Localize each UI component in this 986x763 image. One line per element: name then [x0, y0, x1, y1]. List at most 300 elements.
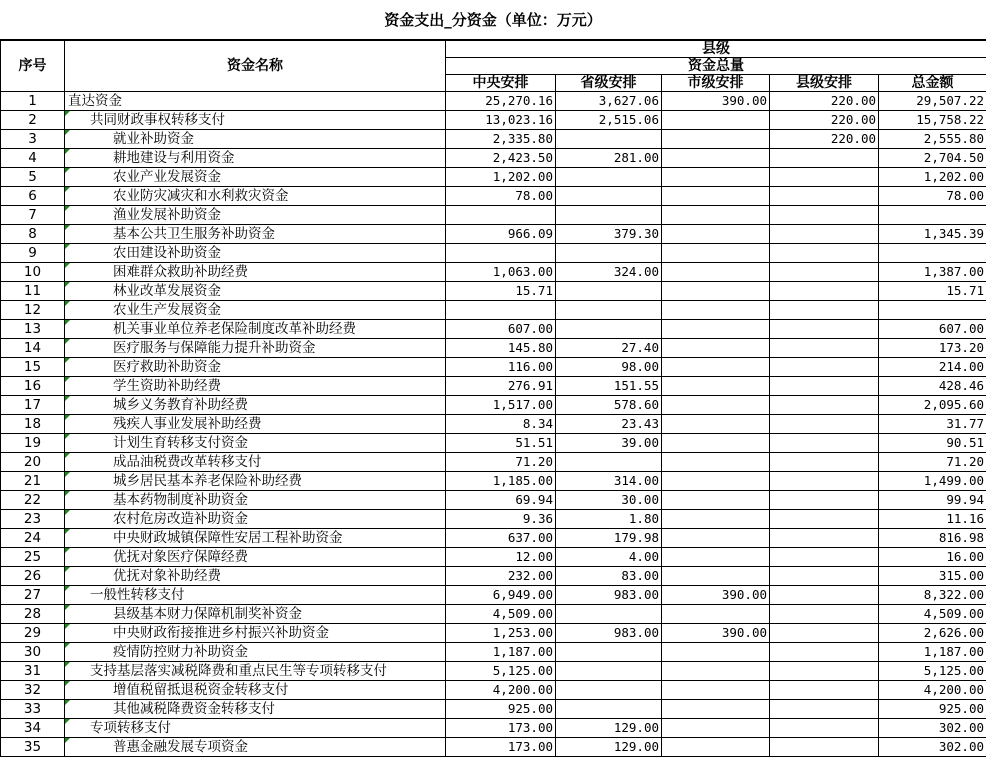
row-name[interactable]	[65, 529, 446, 548]
cell-total[interactable]: 1,387.00	[879, 263, 986, 282]
row-name[interactable]	[65, 358, 446, 377]
cell-provincial[interactable]: 2,515.06	[556, 111, 662, 130]
cell-county[interactable]	[770, 529, 879, 548]
cell-municipal[interactable]: 390.00	[662, 586, 770, 605]
table-row[interactable]	[1, 643, 986, 662]
cell-provincial[interactable]	[556, 643, 662, 662]
row-name[interactable]	[65, 700, 446, 719]
row-name[interactable]	[65, 567, 446, 586]
table-row[interactable]	[1, 491, 986, 510]
cell-municipal[interactable]	[662, 263, 770, 282]
table-row[interactable]	[1, 529, 986, 548]
cell-county[interactable]: 220.00	[770, 92, 879, 111]
table-row[interactable]	[1, 168, 986, 187]
cell-total[interactable]: 15.71	[879, 282, 986, 301]
error-indicator-icon	[65, 453, 70, 458]
cell-municipal[interactable]	[662, 434, 770, 453]
cell-county[interactable]	[770, 700, 879, 719]
cell-total[interactable]: 16.00	[879, 548, 986, 567]
row-seq[interactable]: 7	[1, 206, 65, 225]
cell-municipal[interactable]	[662, 415, 770, 434]
row-name[interactable]	[65, 130, 446, 149]
table-row[interactable]	[1, 396, 986, 415]
row-name[interactable]	[65, 472, 446, 491]
row-name[interactable]	[65, 111, 446, 130]
cell-municipal[interactable]	[662, 472, 770, 491]
table-row[interactable]	[1, 187, 986, 206]
cell-total[interactable]: 71.20	[879, 453, 986, 472]
cell-total[interactable]	[879, 301, 986, 320]
cell-provincial[interactable]: 129.00	[556, 738, 662, 757]
row-seq[interactable]: 12	[1, 301, 65, 320]
error-indicator-icon	[65, 396, 70, 401]
row-name-text: 计划生育转移支付资金	[113, 435, 248, 451]
cell-total[interactable]: 2,095.60	[879, 396, 986, 415]
error-indicator-icon	[65, 320, 70, 325]
row-seq[interactable]: 1	[1, 92, 65, 111]
table-row[interactable]	[1, 130, 986, 149]
cell-total[interactable]: 78.00	[879, 187, 986, 206]
row-seq[interactable]: 17	[1, 396, 65, 415]
cell-municipal[interactable]	[662, 149, 770, 168]
cell-county[interactable]	[770, 510, 879, 529]
cell-provincial[interactable]: 281.00	[556, 149, 662, 168]
cell-provincial[interactable]: 30.00	[556, 491, 662, 510]
cell-county[interactable]	[770, 339, 879, 358]
row-name[interactable]	[65, 491, 446, 510]
cell-provincial[interactable]: 983.00	[556, 624, 662, 643]
row-seq[interactable]: 33	[1, 700, 65, 719]
cell-provincial[interactable]: 129.00	[556, 719, 662, 738]
cell-total[interactable]: 90.51	[879, 434, 986, 453]
table-row[interactable]	[1, 548, 986, 567]
cell-county[interactable]	[770, 472, 879, 491]
cell-total[interactable]: 302.00	[879, 719, 986, 738]
cell-provincial[interactable]	[556, 605, 662, 624]
row-name-text: 优抚对象补助经费	[113, 568, 221, 584]
row-name-text: 农村危房改造补助资金	[113, 511, 248, 527]
table-row[interactable]	[1, 339, 986, 358]
row-seq[interactable]: 8	[1, 225, 65, 244]
row-seq[interactable]: 34	[1, 719, 65, 738]
cell-municipal[interactable]	[662, 130, 770, 149]
cell-central[interactable]: 1,187.00	[446, 643, 556, 662]
row-seq[interactable]: 6	[1, 187, 65, 206]
table-row[interactable]	[1, 358, 986, 377]
cell-central[interactable]	[446, 206, 556, 225]
cell-total[interactable]: 1,187.00	[879, 643, 986, 662]
cell-county[interactable]	[770, 548, 879, 567]
header-total: 总金额	[879, 75, 986, 92]
cell-municipal[interactable]	[662, 529, 770, 548]
table-row[interactable]	[1, 738, 986, 757]
cell-county[interactable]	[770, 377, 879, 396]
cell-central[interactable]: 966.09	[446, 225, 556, 244]
table-row[interactable]	[1, 320, 986, 339]
error-indicator-icon	[65, 548, 70, 553]
cell-municipal[interactable]	[662, 320, 770, 339]
cell-county[interactable]	[770, 681, 879, 700]
cell-county[interactable]	[770, 149, 879, 168]
cell-total[interactable]: 29,507.22	[879, 92, 986, 111]
cell-county[interactable]	[770, 453, 879, 472]
row-seq[interactable]: 9	[1, 244, 65, 263]
error-indicator-icon	[65, 491, 70, 496]
cell-provincial[interactable]	[556, 282, 662, 301]
cell-municipal[interactable]: 390.00	[662, 92, 770, 111]
cell-central[interactable]	[446, 244, 556, 263]
cell-central[interactable]: 145.80	[446, 339, 556, 358]
cell-provincial[interactable]: 3,627.06	[556, 92, 662, 111]
row-name-text: 学生资助补助经费	[113, 378, 221, 394]
cell-total[interactable]: 925.00	[879, 700, 986, 719]
row-seq[interactable]: 22	[1, 491, 65, 510]
row-name[interactable]	[65, 624, 446, 643]
cell-central[interactable]: 607.00	[446, 320, 556, 339]
row-name[interactable]	[65, 301, 446, 320]
cell-total[interactable]: 11.16	[879, 510, 986, 529]
cell-central[interactable]: 13,023.16	[446, 111, 556, 130]
table-row[interactable]	[1, 282, 986, 301]
cell-county[interactable]	[770, 263, 879, 282]
cell-provincial[interactable]: 23.43	[556, 415, 662, 434]
table-row[interactable]	[1, 605, 986, 624]
table-row[interactable]	[1, 301, 986, 320]
row-seq[interactable]: 32	[1, 681, 65, 700]
cell-municipal[interactable]	[662, 643, 770, 662]
table-row[interactable]	[1, 453, 986, 472]
cell-total[interactable]: 2,555.80	[879, 130, 986, 149]
cell-provincial[interactable]: 27.40	[556, 339, 662, 358]
table-row[interactable]	[1, 434, 986, 453]
cell-county[interactable]	[770, 244, 879, 263]
cell-central[interactable]: 232.00	[446, 567, 556, 586]
row-name[interactable]	[65, 738, 446, 757]
table-row[interactable]	[1, 472, 986, 491]
cell-county[interactable]	[770, 662, 879, 681]
row-name-text: 共同财政事权转移支付	[90, 112, 225, 128]
table-row[interactable]	[1, 700, 986, 719]
cell-county[interactable]	[770, 282, 879, 301]
cell-municipal[interactable]	[662, 510, 770, 529]
cell-central[interactable]: 2,423.50	[446, 149, 556, 168]
table-row[interactable]	[1, 377, 986, 396]
cell-county[interactable]: 220.00	[770, 130, 879, 149]
cell-municipal[interactable]	[662, 605, 770, 624]
row-seq[interactable]: 26	[1, 567, 65, 586]
table-row[interactable]	[1, 719, 986, 738]
cell-county[interactable]	[770, 168, 879, 187]
cell-central[interactable]: 51.51	[446, 434, 556, 453]
row-name-text: 困难群众救助补助经费	[113, 264, 248, 280]
cell-provincial[interactable]: 983.00	[556, 586, 662, 605]
cell-central[interactable]: 12.00	[446, 548, 556, 567]
table-row[interactable]	[1, 567, 986, 586]
cell-municipal[interactable]	[662, 244, 770, 263]
cell-central[interactable]: 8.34	[446, 415, 556, 434]
row-seq[interactable]: 16	[1, 377, 65, 396]
cell-county[interactable]	[770, 643, 879, 662]
row-seq[interactable]: 19	[1, 434, 65, 453]
cell-county[interactable]	[770, 301, 879, 320]
cell-total[interactable]: 816.98	[879, 529, 986, 548]
cell-total[interactable]: 4,509.00	[879, 605, 986, 624]
cell-provincial[interactable]: 98.00	[556, 358, 662, 377]
row-name[interactable]	[65, 339, 446, 358]
cell-provincial[interactable]	[556, 453, 662, 472]
row-seq[interactable]: 27	[1, 586, 65, 605]
row-name[interactable]	[65, 187, 446, 206]
row-name-text: 一般性转移支付	[90, 587, 185, 603]
cell-provincial[interactable]	[556, 662, 662, 681]
row-seq[interactable]: 31	[1, 662, 65, 681]
cell-total[interactable]: 1,202.00	[879, 168, 986, 187]
cell-county[interactable]	[770, 396, 879, 415]
cell-municipal[interactable]	[662, 377, 770, 396]
cell-county[interactable]	[770, 358, 879, 377]
row-name-text: 专项转移支付	[90, 720, 171, 736]
cell-central[interactable]: 9.36	[446, 510, 556, 529]
cell-municipal[interactable]	[662, 358, 770, 377]
table-row[interactable]	[1, 206, 986, 225]
cell-central[interactable]: 116.00	[446, 358, 556, 377]
row-name[interactable]	[65, 377, 446, 396]
cell-county[interactable]	[770, 491, 879, 510]
row-name[interactable]	[65, 605, 446, 624]
row-seq[interactable]: 29	[1, 624, 65, 643]
row-seq[interactable]: 35	[1, 738, 65, 757]
table-row[interactable]	[1, 415, 986, 434]
cell-central[interactable]: 925.00	[446, 700, 556, 719]
cell-total[interactable]: 173.20	[879, 339, 986, 358]
cell-provincial[interactable]	[556, 700, 662, 719]
cell-central[interactable]: 173.00	[446, 719, 556, 738]
cell-total[interactable]: 302.00	[879, 738, 986, 757]
row-seq[interactable]: 25	[1, 548, 65, 567]
row-seq[interactable]: 3	[1, 130, 65, 149]
cell-central[interactable]: 25,270.16	[446, 92, 556, 111]
row-seq[interactable]: 15	[1, 358, 65, 377]
table-row[interactable]	[1, 244, 986, 263]
table-row[interactable]	[1, 92, 986, 111]
cell-municipal[interactable]	[662, 719, 770, 738]
cell-provincial[interactable]: 1.80	[556, 510, 662, 529]
cell-county[interactable]	[770, 624, 879, 643]
cell-county[interactable]	[770, 434, 879, 453]
cell-total[interactable]: 1,345.39	[879, 225, 986, 244]
cell-county[interactable]	[770, 719, 879, 738]
cell-county[interactable]	[770, 187, 879, 206]
row-name[interactable]	[65, 282, 446, 301]
cell-municipal[interactable]	[662, 339, 770, 358]
error-indicator-icon	[65, 282, 70, 287]
row-name[interactable]	[65, 719, 446, 738]
cell-county[interactable]	[770, 206, 879, 225]
cell-municipal[interactable]	[662, 206, 770, 225]
row-seq[interactable]: 4	[1, 149, 65, 168]
row-name[interactable]	[65, 168, 446, 187]
row-seq[interactable]: 2	[1, 111, 65, 130]
cell-municipal[interactable]	[662, 738, 770, 757]
cell-provincial[interactable]	[556, 681, 662, 700]
cell-central[interactable]: 2,335.80	[446, 130, 556, 149]
cell-municipal[interactable]	[662, 301, 770, 320]
cell-provincial[interactable]	[556, 320, 662, 339]
cell-municipal[interactable]	[662, 567, 770, 586]
row-name[interactable]	[65, 263, 446, 282]
row-seq[interactable]: 18	[1, 415, 65, 434]
row-name[interactable]	[65, 453, 446, 472]
cell-central[interactable]: 1,202.00	[446, 168, 556, 187]
row-name[interactable]	[65, 244, 446, 263]
cell-total[interactable]: 315.00	[879, 567, 986, 586]
error-indicator-icon	[65, 339, 70, 344]
cell-central[interactable]: 276.91	[446, 377, 556, 396]
cell-central[interactable]: 173.00	[446, 738, 556, 757]
cell-provincial[interactable]: 324.00	[556, 263, 662, 282]
cell-municipal[interactable]	[662, 396, 770, 415]
cell-provincial[interactable]: 4.00	[556, 548, 662, 567]
row-seq[interactable]: 24	[1, 529, 65, 548]
header-seq: 序号	[1, 41, 65, 92]
cell-central[interactable]: 71.20	[446, 453, 556, 472]
cell-county[interactable]	[770, 415, 879, 434]
row-seq[interactable]: 11	[1, 282, 65, 301]
cell-central[interactable]: 1,517.00	[446, 396, 556, 415]
row-name[interactable]	[65, 396, 446, 415]
row-seq[interactable]: 5	[1, 168, 65, 187]
cell-central[interactable]: 1,253.00	[446, 624, 556, 643]
cell-central[interactable]: 69.94	[446, 491, 556, 510]
row-name[interactable]	[65, 681, 446, 700]
cell-provincial[interactable]: 83.00	[556, 567, 662, 586]
cell-total[interactable]: 2,626.00	[879, 624, 986, 643]
cell-municipal[interactable]	[662, 282, 770, 301]
cell-municipal[interactable]: 390.00	[662, 624, 770, 643]
cell-provincial[interactable]	[556, 206, 662, 225]
row-name[interactable]	[65, 225, 446, 244]
cell-total[interactable]	[879, 244, 986, 263]
cell-central[interactable]: 5,125.00	[446, 662, 556, 681]
cell-provincial[interactable]: 578.60	[556, 396, 662, 415]
cell-provincial[interactable]: 39.00	[556, 434, 662, 453]
cell-central[interactable]: 1,063.00	[446, 263, 556, 282]
cell-total[interactable]: 2,704.50	[879, 149, 986, 168]
cell-municipal[interactable]	[662, 111, 770, 130]
row-name[interactable]	[65, 643, 446, 662]
row-name[interactable]	[65, 320, 446, 339]
cell-central[interactable]: 6,949.00	[446, 586, 556, 605]
cell-provincial[interactable]: 179.98	[556, 529, 662, 548]
row-name[interactable]	[65, 206, 446, 225]
row-seq[interactable]: 23	[1, 510, 65, 529]
cell-total[interactable]: 428.46	[879, 377, 986, 396]
table-row[interactable]	[1, 225, 986, 244]
row-seq[interactable]: 14	[1, 339, 65, 358]
row-seq[interactable]: 13	[1, 320, 65, 339]
cell-total[interactable]: 4,200.00	[879, 681, 986, 700]
cell-municipal[interactable]	[662, 700, 770, 719]
table-row[interactable]	[1, 586, 986, 605]
row-seq[interactable]: 20	[1, 453, 65, 472]
row-name[interactable]	[65, 415, 446, 434]
row-seq[interactable]: 10	[1, 263, 65, 282]
table-row[interactable]	[1, 263, 986, 282]
header-municipal: 市级安排	[662, 75, 770, 92]
cell-provincial[interactable]: 379.30	[556, 225, 662, 244]
cell-total[interactable]: 607.00	[879, 320, 986, 339]
table-row[interactable]	[1, 510, 986, 529]
cell-municipal[interactable]	[662, 453, 770, 472]
cell-total[interactable]: 5,125.00	[879, 662, 986, 681]
cell-total[interactable]: 214.00	[879, 358, 986, 377]
cell-county[interactable]	[770, 738, 879, 757]
cell-provincial[interactable]: 151.55	[556, 377, 662, 396]
cell-county[interactable]	[770, 586, 879, 605]
error-indicator-icon	[65, 719, 70, 724]
cell-municipal[interactable]	[662, 225, 770, 244]
row-seq[interactable]: 30	[1, 643, 65, 662]
cell-county[interactable]	[770, 567, 879, 586]
cell-central[interactable]	[446, 301, 556, 320]
row-name[interactable]	[65, 548, 446, 567]
cell-central[interactable]: 15.71	[446, 282, 556, 301]
cell-total[interactable]: 99.94	[879, 491, 986, 510]
row-name[interactable]	[65, 149, 446, 168]
cell-county[interactable]: 220.00	[770, 111, 879, 130]
cell-central[interactable]: 1,185.00	[446, 472, 556, 491]
row-name[interactable]	[65, 586, 446, 605]
row-name[interactable]	[65, 662, 446, 681]
table-row[interactable]	[1, 111, 986, 130]
cell-municipal[interactable]	[662, 548, 770, 567]
cell-total[interactable]: 8,322.00	[879, 586, 986, 605]
cell-county[interactable]	[770, 225, 879, 244]
cell-municipal[interactable]	[662, 491, 770, 510]
cell-provincial[interactable]: 314.00	[556, 472, 662, 491]
row-seq[interactable]: 21	[1, 472, 65, 491]
cell-total[interactable]: 15,758.22	[879, 111, 986, 130]
cell-provincial[interactable]	[556, 130, 662, 149]
cell-total[interactable]	[879, 206, 986, 225]
cell-provincial[interactable]	[556, 168, 662, 187]
cell-municipal[interactable]	[662, 662, 770, 681]
cell-county[interactable]	[770, 320, 879, 339]
row-name[interactable]	[65, 434, 446, 453]
cell-central[interactable]: 4,509.00	[446, 605, 556, 624]
row-name-text: 直达资金	[68, 93, 122, 109]
row-name[interactable]	[65, 92, 446, 111]
row-name[interactable]	[65, 510, 446, 529]
cell-provincial[interactable]	[556, 244, 662, 263]
cell-provincial[interactable]	[556, 301, 662, 320]
cell-county[interactable]	[770, 605, 879, 624]
cell-central[interactable]: 4,200.00	[446, 681, 556, 700]
cell-municipal[interactable]	[662, 187, 770, 206]
cell-central[interactable]: 637.00	[446, 529, 556, 548]
cell-municipal[interactable]	[662, 168, 770, 187]
table-row[interactable]	[1, 624, 986, 643]
row-seq[interactable]: 28	[1, 605, 65, 624]
cell-total[interactable]: 31.77	[879, 415, 986, 434]
table-row[interactable]	[1, 662, 986, 681]
cell-provincial[interactable]	[556, 187, 662, 206]
table-row[interactable]	[1, 681, 986, 700]
cell-central[interactable]: 78.00	[446, 187, 556, 206]
cell-municipal[interactable]	[662, 681, 770, 700]
cell-total[interactable]: 1,499.00	[879, 472, 986, 491]
table-row[interactable]	[1, 149, 986, 168]
